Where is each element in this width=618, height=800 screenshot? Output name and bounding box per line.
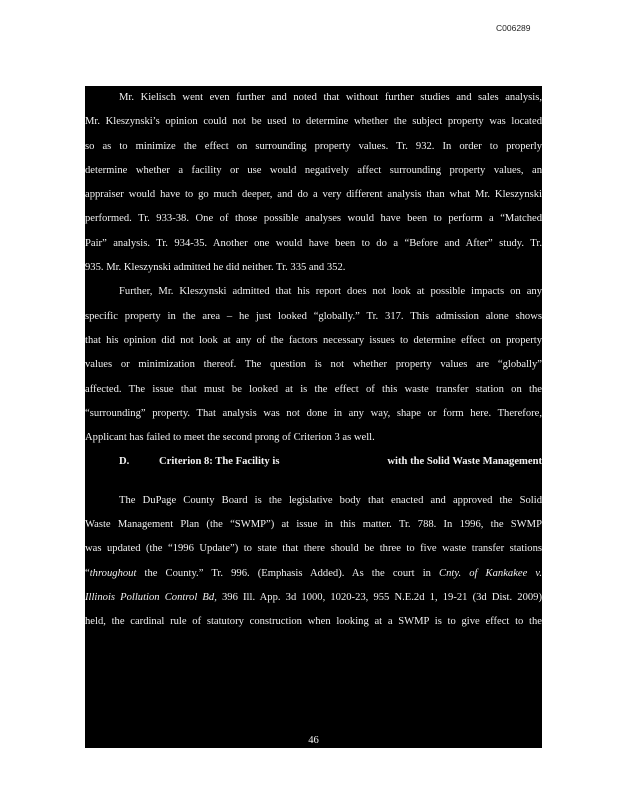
- document-content: [85, 86, 542, 635]
- text-line: Applicant has failed to meet the second prong of Criterion 3 as well.: [85, 432, 375, 444]
- text-line: Waste Management Plan (the “SWMP”) at issue in this matter. Tr. 788. In 1996, the SWMP: [85, 519, 542, 531]
- text-line: determine whether a facility or use would negatively affect surrounding property values, an: [85, 164, 542, 176]
- text-line: Pair” analysis. Tr. 934-35. Another one would have been to do a “Before and After” study. Tr.: [85, 237, 542, 249]
- text-line: [85, 562, 542, 586]
- heading-text-end: with the Solid Waste Management: [387, 456, 542, 468]
- line-text: 396 Ill. App. 3d 1000, 1020-23, 955 N.E.2d 1, 19-21 (3d Dist. 2009): [216, 591, 542, 603]
- text-line: “surrounding” property. That analysis was not done in any way, shape or form here. Therefore,: [85, 407, 542, 419]
- paragraph-1: [85, 86, 542, 280]
- text-line: Further, Mr. Kleszynski admitted that his report does not look at possible impacts on any: [119, 286, 542, 298]
- emphasis-text: throughout: [89, 567, 137, 579]
- text-line: [85, 586, 542, 610]
- spacer: [85, 475, 542, 489]
- text-line: affected. The issue that must be looked at is the effect of this waste transfer station on the: [85, 383, 542, 395]
- document-body: [85, 86, 542, 748]
- text-line: 935. Mr. Kleszynski admitted he did neither. Tr. 335 and 352.: [85, 262, 346, 274]
- text-line: that his opinion did not look at any of the factors necessary issues to determine effect on property: [85, 334, 542, 346]
- line-text: the County.” Tr. 996. (Emphasis Added). As the court in: [136, 567, 440, 579]
- section-heading: [85, 450, 542, 474]
- case-citation: Illinois Pollution Control Bd,: [85, 591, 217, 603]
- text-line: Mr. Kielisch went even further and noted that without further studies and sales analysis,: [119, 92, 542, 103]
- heading-text-start: Criterion 8: The Facility is: [159, 456, 280, 468]
- paragraph-2: [85, 280, 542, 450]
- text-line: specific property in the area – he just looked “globally.” Tr. 317. This admission alone shows: [85, 310, 542, 322]
- case-citation: Cnty. of Kankakee v.: [439, 567, 542, 579]
- page-number: 46: [308, 735, 319, 746]
- text-line: values or minimization thereof. The question is not whether property values are “globally”: [85, 359, 542, 371]
- bates-number: C006289: [496, 23, 531, 33]
- text-line: performed. Tr. 933-38. One of those possible analyses would have been to perform a “Matched: [85, 213, 542, 225]
- text-line: Mr. Kleszynski’s opinion could not be used to determine whether the subject property was located: [85, 116, 542, 128]
- paragraph-3: [85, 489, 542, 635]
- text-line: was updated (the “1996 Update”) to state that there should be three to five waste transfer stations: [85, 543, 542, 555]
- heading-letter: D.: [119, 456, 130, 468]
- text-line: appraiser would have to go much deeper, and do a very different analysis than what Mr. Kleszynski: [85, 189, 542, 201]
- text-line: The DuPage County Board is the legislative body that enacted and approved the Solid: [119, 494, 542, 506]
- text-line: so as to minimize the effect on surrounding property values. Tr. 932. In order to properly: [85, 140, 542, 152]
- quote-open: “: [85, 567, 90, 579]
- text-line: held, the cardinal rule of statutory construction when looking at a SWMP is to give effect to the: [85, 616, 542, 628]
